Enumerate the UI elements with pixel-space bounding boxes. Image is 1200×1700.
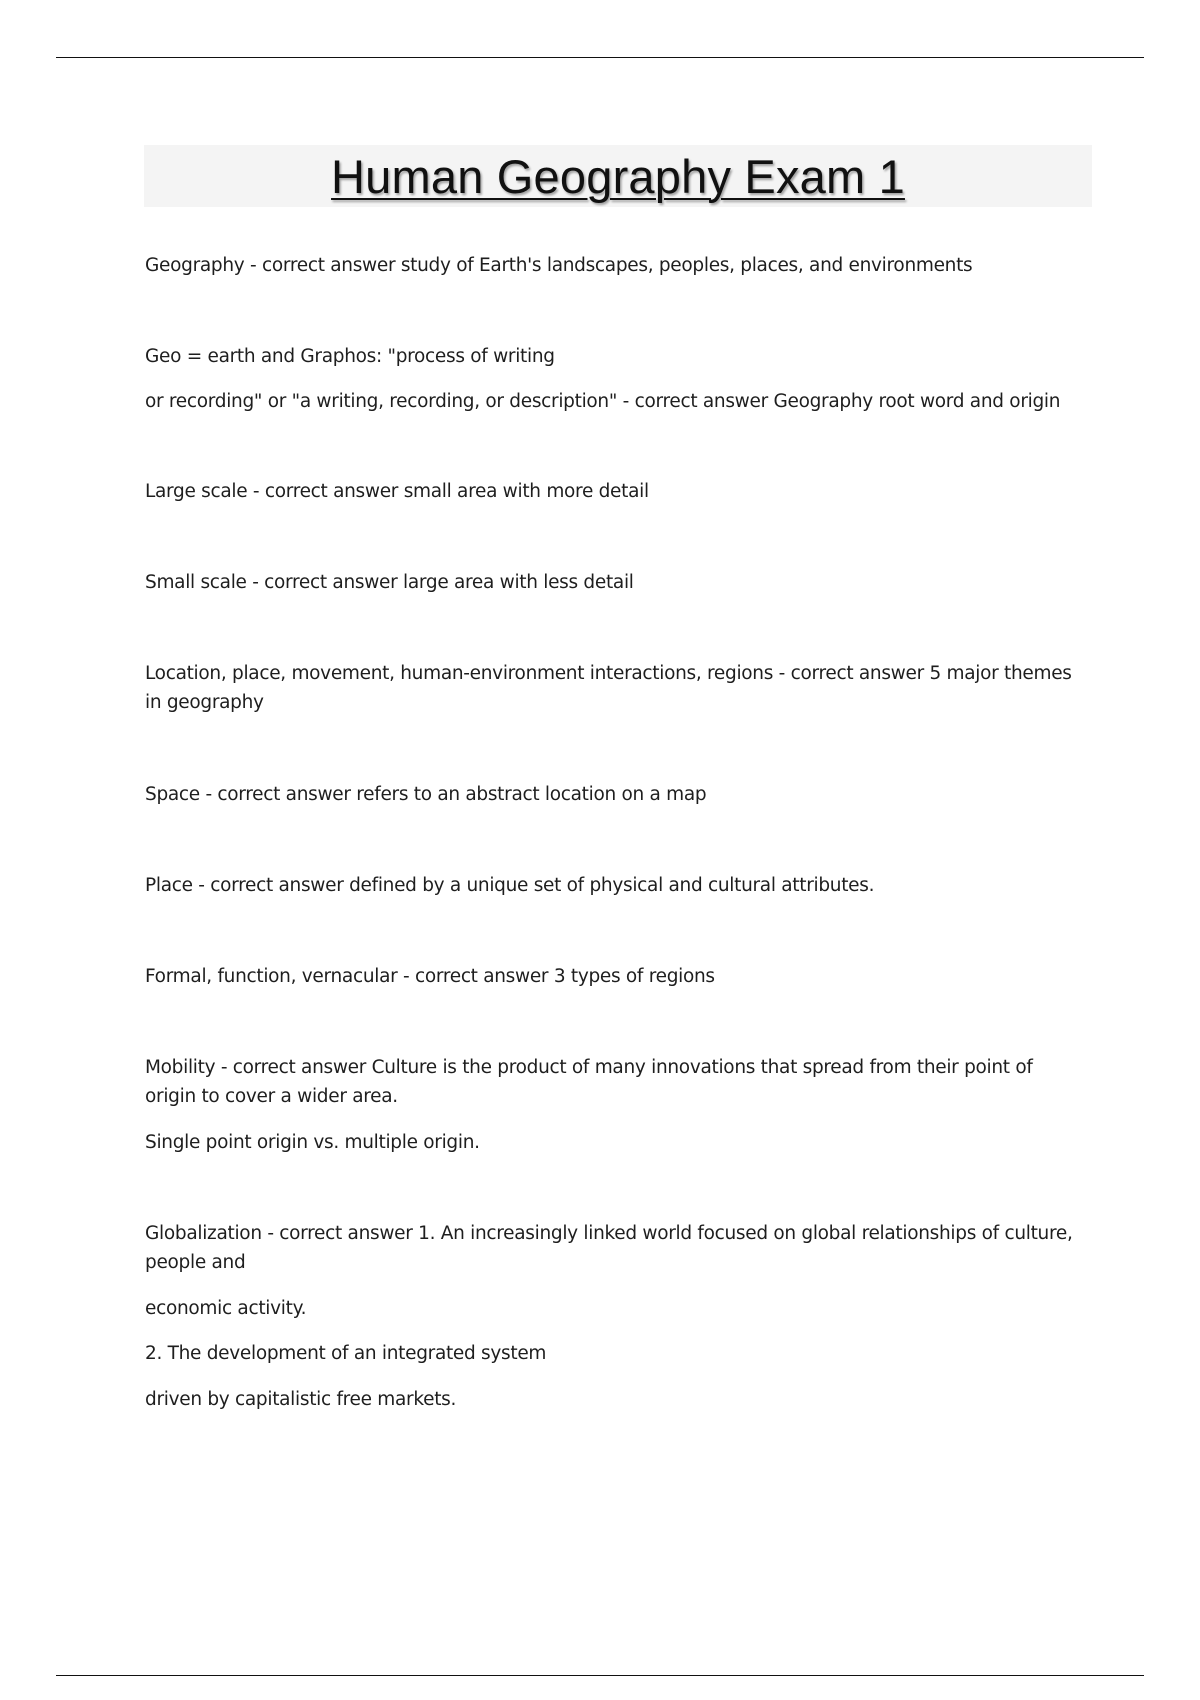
paragraph-space: Space - correct answer refers to an abstract location on a map <box>145 784 707 805</box>
paragraph-globalization-point2-cont: driven by capitalistic free markets. <box>145 1389 457 1410</box>
paragraph-geography: Geography - correct answer study of Earth's landscapes, peoples, places, and environments <box>145 255 973 276</box>
paragraph-geo-root-line2: or recording" or "a writing, recording, or description" - correct answer Geography root word and origin <box>145 391 1061 412</box>
bottom-rule <box>56 1675 1144 1676</box>
paragraph-five-themes: Location, place, movement, human-environment interactions, regions - correct answer 5 major themes in geography <box>145 663 1072 713</box>
paragraph-mobility-origin: Single point origin vs. multiple origin. <box>145 1132 480 1153</box>
page-title: Human Geography Exam 1 <box>331 149 905 203</box>
paragraph-globalization-cont: economic activity. <box>145 1298 307 1319</box>
title-banner <box>144 145 1092 207</box>
paragraph-regions: Formal, function, vernacular - correct answer 3 types of regions <box>145 966 715 987</box>
paragraph-place: Place - correct answer defined by a unique set of physical and cultural attributes. <box>145 875 875 896</box>
paragraph-geo-root-line1: Geo = earth and Graphos: "process of writing <box>145 346 555 367</box>
paragraph-small-scale: Small scale - correct answer large area with less detail <box>145 572 634 593</box>
top-rule <box>56 57 1144 58</box>
paragraph-large-scale: Large scale - correct answer small area with more detail <box>145 481 649 502</box>
paragraph-globalization-point2: 2. The development of an integrated system <box>145 1343 547 1364</box>
paragraph-globalization: Globalization - correct answer 1. An increasingly linked world focused on global relationships of culture, people and <box>145 1223 1073 1273</box>
paragraph-mobility: Mobility - correct answer Culture is the product of many innovations that spread from their point of origin to cover a wider area. <box>145 1057 1033 1107</box>
